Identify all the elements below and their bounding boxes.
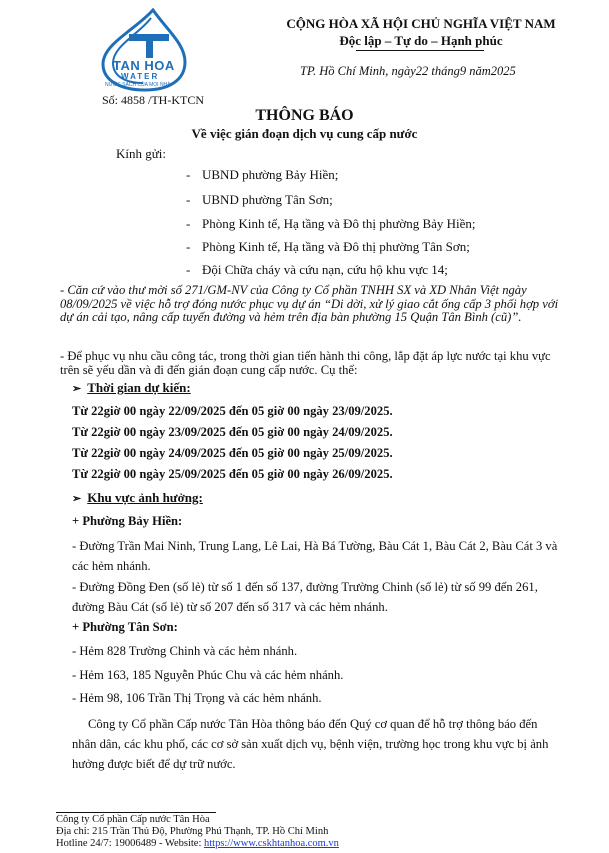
recipient-item: - UBND phường Tân Sơn;: [186, 192, 333, 207]
area-item: - Hẻm 98, 106 Trần Thị Trọng và các hẻm nhánh.: [72, 691, 322, 705]
ward-bay-hien-label: + Phường Bảy Hiền:: [72, 514, 183, 528]
footer-hotline: Hotline 24/7: 19006489 - Website: https://www.cskhtanhoa.com.vn: [56, 838, 339, 849]
document-number: Số: 4858 /TH-KTCN: [102, 93, 204, 107]
document-subtitle: Về việc gián đoạn dịch vụ cung cấp nước: [191, 126, 418, 141]
arrow-bullet-icon: ➢: [72, 383, 82, 395]
closing-paragraph: Công ty Cổ phần Cấp nước Tân Hòa thông báo đến Quý cơ quan để hỗ trợ thông báo đến nhân dân, các khu phố, các cơ sở sản xuất dịch vụ, bệnh viện, trường học trong khu vực bị ảnh hưởng được biết để dự trữ nước.: [72, 717, 549, 771]
schedule-row: Từ 22giờ 00 ngày 25/09/2025 đến 05 giờ 00 ngày 26/09/2025.: [72, 467, 393, 481]
recipient-item: - Đội Chữa cháy và cứu nạn, cứu hộ khu vực 14;: [186, 262, 448, 277]
republic-heading: CỘNG HÒA XÃ HỘI CHỦ NGHĨA VIỆT NAM: [286, 16, 556, 31]
schedule-row: Từ 22giờ 00 ngày 23/09/2025 đến 05 giờ 00 ngày 24/09/2025.: [72, 425, 393, 439]
logo-sub: WATER: [121, 72, 160, 81]
arrow-bullet-icon: ➢: [72, 493, 82, 505]
greeting: Kính gửi:: [116, 146, 167, 161]
logo-name: TAN HOA: [113, 58, 175, 73]
motto-underline: [356, 50, 484, 51]
footer-address: Địa chỉ: 215 Trần Thủ Độ, Phường Phú Thạnh, TP. Hồ Chí Minh: [56, 826, 329, 837]
website-link[interactable]: https://www.cskhtanhoa.com.vn: [204, 838, 339, 849]
area-item: - Đường Đồng Đen (số lẻ) từ số 1 đến số 137, đường Trường Chinh (số lẻ) từ số 99 đến 261, đường Bàu Cát (số lẻ) từ số 207 đến số 317 và các hẻm nhánh.: [72, 580, 538, 614]
document-title: THÔNG BÁO: [255, 107, 354, 124]
motto: Độc lập – Tự do – Hạnh phúc: [339, 33, 503, 48]
recipient-item: - UBND phường Bảy Hiền;: [186, 167, 339, 182]
recipient-item: - Phòng Kinh tế, Hạ tầng và Đô thị phường Bảy Hiền;: [186, 216, 476, 231]
basis-paragraph: - Căn cứ vào thư mời số 271/GM-NV của Công ty Cổ phần TNHH SX và XD Nhân Việt ngày 08/09/2025 về việc hỗ trợ đóng nước phục vụ dự án “Di dời, xử lý giao cắt ống cấp 3 phối hợp với dự án cải tạo, nâng cấp tuyến đường và hẻm trên địa bàn phường 15 Quận Tân Bình (cũ)”.: [60, 283, 559, 324]
areas-heading: ➢ Khu vực ảnh hưởng:: [72, 490, 203, 505]
recipient-item: - Phòng Kinh tế, Hạ tầng và Đô thị phường Tân Sơn;: [186, 239, 470, 254]
area-item: - Hẻm 163, 185 Nguyễn Phúc Chu và các hẻm nhánh.: [72, 668, 344, 682]
company-logo: [95, 8, 193, 92]
schedule-heading: ➢ Thời gian dự kiến:: [72, 380, 191, 395]
footer-company: Công ty Cổ phần Cấp nước Tân Hòa: [56, 814, 210, 825]
logo-slogan: NƯỚC SẠCH CỦA MỌI NHÀ: [105, 82, 171, 88]
purpose-paragraph: - Để phục vụ nhu cầu công tác, trong thời gian tiến hành thi công, lắp đặt áp lực nước tại khu vực trên sẽ yếu dần và đi đến gián đoạn cung cấp nước. Cụ thể:: [60, 349, 551, 377]
schedule-row: Từ 22giờ 00 ngày 24/09/2025 đến 05 giờ 00 ngày 25/09/2025.: [72, 446, 393, 460]
schedule-row: Từ 22giờ 00 ngày 22/09/2025 đến 05 giờ 00 ngày 23/09/2025.: [72, 404, 393, 418]
area-item: - Đường Trần Mai Ninh, Trung Lang, Lê Lai, Hà Bá Tường, Bàu Cát 1, Bàu Cát 2, Bàu Cát 3 và các hẻm nhánh.: [72, 539, 558, 573]
document-date: TP. Hồ Chí Minh, ngày22 tháng9 năm2025: [300, 64, 516, 78]
footer-divider: [56, 812, 216, 813]
ward-tan-son-label: + Phường Tân Sơn:: [72, 620, 178, 634]
area-item: - Hẻm 828 Trường Chinh và các hẻm nhánh.: [72, 644, 298, 658]
